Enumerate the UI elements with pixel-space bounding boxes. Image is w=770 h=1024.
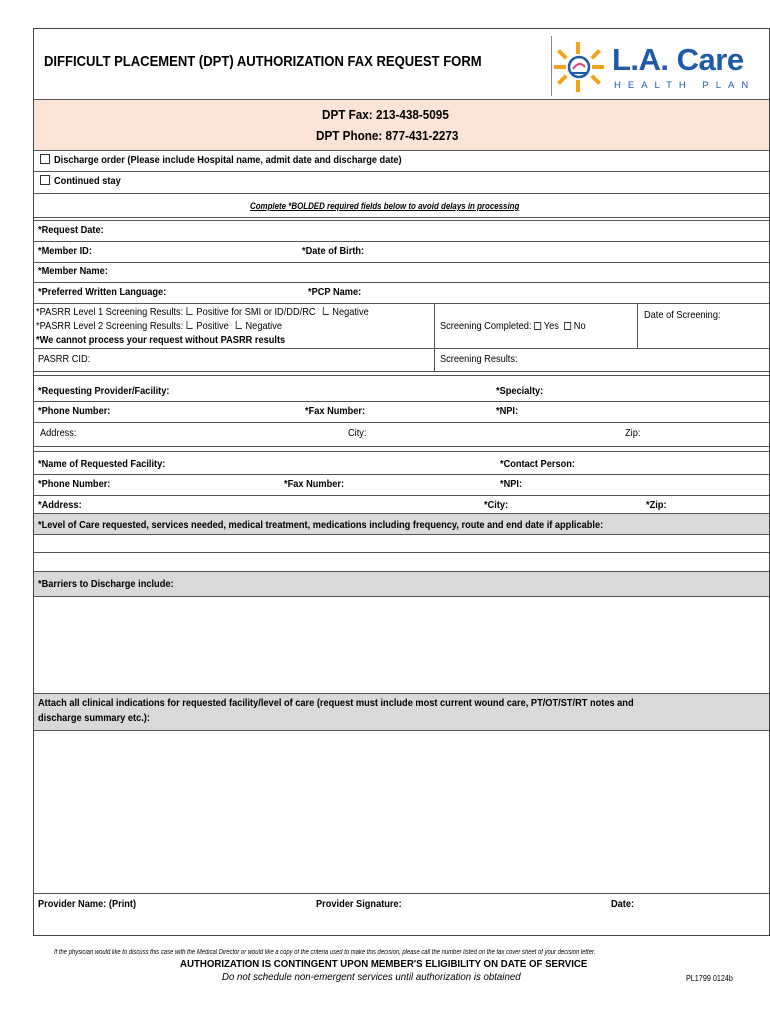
- dob-field[interactable]: *Date of Birth:: [302, 245, 365, 257]
- member-id-field[interactable]: *Member ID:: [38, 245, 92, 257]
- screening-yes-checkbox[interactable]: [534, 322, 541, 330]
- level-of-care-input-2[interactable]: [34, 553, 769, 571]
- date-of-screening-field[interactable]: Date of Screening:: [644, 309, 721, 321]
- attach-clinical-line2: discharge summary etc.):: [38, 712, 150, 724]
- pasrr-warning: *We cannot process your request without PASRR results: [36, 334, 286, 346]
- provider-address-field[interactable]: Address:: [40, 427, 77, 439]
- pasrr-cid-field[interactable]: PASRR CID:: [38, 353, 91, 365]
- eligibility-notice: AUTHORIZATION IS CONTINGENT UPON MEMBER'S ELIGIBILITY ON DATE OF SERVICE: [180, 958, 588, 970]
- attach-clinical-line1: Attach all clinical indications for requested facility/level of care (request must include most current wound care, PT/OT/ST/RT notes and: [38, 697, 634, 709]
- footer-note: If the physician would like to discuss this case with the Medical Director or would like a copy of the criteria used to make this decision, please call the number listed on the fax cover sheet of your decision letter.: [54, 949, 596, 956]
- provider-phone-field[interactable]: *Phone Number:: [38, 405, 111, 417]
- pasrr-level2-row: [36, 320, 282, 332]
- request-date-field[interactable]: *Request Date:: [38, 224, 104, 236]
- provider-npi-field[interactable]: *NPI:: [496, 405, 519, 417]
- continued-stay-checkbox[interactable]: [40, 175, 50, 185]
- level-of-care-label: *Level of Care requested, services needed, medical treatment, medications including frequency, route and end date if applicable:: [38, 519, 604, 531]
- provider-fax-field[interactable]: *Fax Number:: [305, 405, 366, 417]
- form-code: PL1799 0124b: [686, 974, 733, 983]
- screening-no-checkbox[interactable]: [564, 322, 571, 330]
- facility-city-field[interactable]: *City:: [484, 499, 509, 511]
- la-care-logo: [552, 40, 756, 94]
- provider-signature-field[interactable]: Provider Signature:: [316, 898, 402, 910]
- facility-zip-field[interactable]: *Zip:: [646, 499, 667, 511]
- non-emergent-notice: Do not schedule non-emergent services until authorization is obtained: [222, 971, 521, 983]
- level1-positive-checkbox[interactable]: [187, 307, 193, 315]
- provider-city-field[interactable]: City:: [348, 427, 367, 439]
- level-of-care-input[interactable]: [34, 535, 769, 551]
- member-name-field[interactable]: *Member Name:: [38, 265, 108, 277]
- screening-no-label: No: [573, 320, 586, 332]
- barriers-label: *Barriers to Discharge include:: [38, 578, 174, 590]
- pasrr-level2-label: *PASRR Level 2 Screening Results:: [36, 320, 184, 332]
- level2-positive-checkbox[interactable]: [187, 321, 193, 329]
- dpt-phone: DPT Phone: 877-431-2273: [316, 128, 459, 143]
- level2-positive-label: Positive: [196, 320, 229, 332]
- logo-subtitle: HEALTH PLAN: [614, 80, 756, 91]
- discharge-label: Discharge order (Please include Hospital name, admit date and discharge date): [54, 154, 402, 166]
- level2-negative-checkbox[interactable]: [236, 321, 242, 329]
- screening-results-field[interactable]: Screening Results:: [440, 353, 518, 365]
- pasrr-level1-row: [36, 306, 369, 318]
- contact-person-field[interactable]: *Contact Person:: [500, 458, 575, 470]
- facility-name-field[interactable]: *Name of Requested Facility:: [38, 458, 166, 470]
- level1-positive-label: Positive for SMI or ID/DD/RC: [196, 306, 316, 318]
- provider-zip-field[interactable]: Zip:: [625, 427, 641, 439]
- continued-row: [40, 175, 130, 187]
- attach-clinical-input[interactable]: [34, 731, 769, 893]
- dpt-fax: DPT Fax: 213-438-5095: [322, 107, 449, 122]
- facility-phone-field[interactable]: *Phone Number:: [38, 478, 111, 490]
- provider-name-print-field[interactable]: Provider Name: (Print): [38, 898, 137, 910]
- facility-fax-field[interactable]: *Fax Number:: [284, 478, 345, 490]
- form-title: DIFFICULT PLACEMENT (DPT) AUTHORIZATION FAX REQUEST FORM: [44, 54, 482, 70]
- discharge-row: [40, 154, 449, 166]
- discharge-checkbox[interactable]: [40, 154, 50, 164]
- screening-completed-label: Screening Completed:: [440, 320, 532, 332]
- facility-address-field[interactable]: *Address:: [38, 499, 82, 511]
- level1-negative-checkbox[interactable]: [323, 307, 329, 315]
- level2-negative-label: Negative: [245, 320, 282, 332]
- continued-stay-label: Continued stay: [54, 175, 121, 187]
- pasrr-level1-label: *PASRR Level 1 Screening Results:: [36, 306, 184, 318]
- requesting-provider-field[interactable]: *Requesting Provider/Facility:: [38, 385, 170, 397]
- screening-completed-row: [440, 320, 586, 332]
- logo-name: L.A. Care: [612, 42, 744, 77]
- instruction-text: Complete *BOLDED required fields below to avoid delays in processing: [250, 201, 520, 211]
- preferred-language-field[interactable]: *Preferred Written Language:: [38, 286, 167, 298]
- barriers-input[interactable]: [34, 597, 769, 693]
- pcp-name-field[interactable]: *PCP Name:: [308, 286, 362, 298]
- sun-icon: [552, 40, 606, 94]
- facility-npi-field[interactable]: *NPI:: [500, 478, 523, 490]
- level1-negative-label: Negative: [332, 306, 369, 318]
- specialty-field[interactable]: *Specialty:: [496, 385, 544, 397]
- signature-date-field[interactable]: Date:: [611, 898, 635, 910]
- screening-yes-label: Yes: [543, 320, 559, 332]
